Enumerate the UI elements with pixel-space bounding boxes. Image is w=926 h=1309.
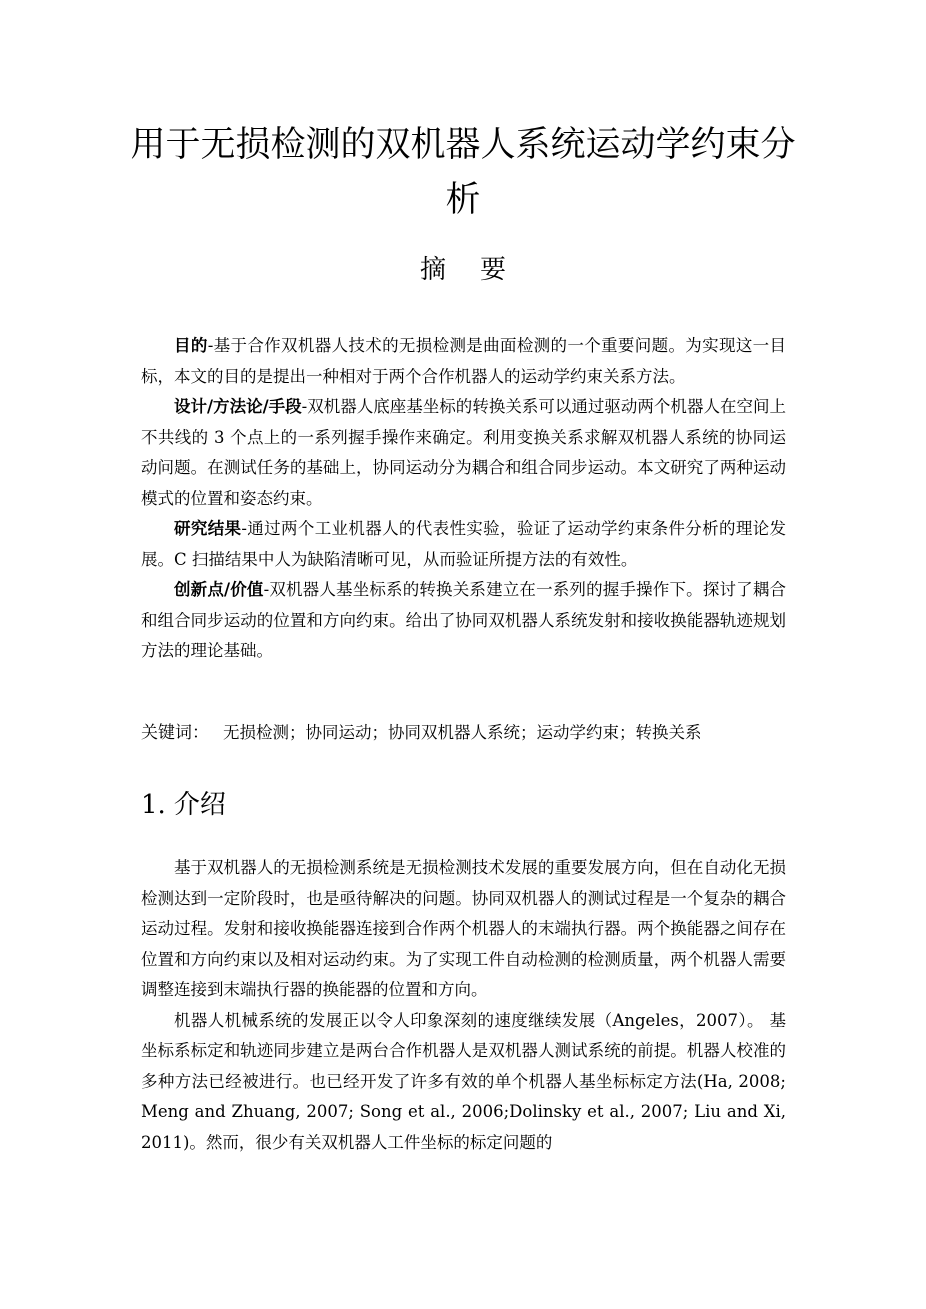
paper-title: 用于无损检测的双机器人系统运动学约束分析 — [130, 125, 796, 220]
abstract-design-label: 设计/方法论/手段 — [174, 397, 302, 416]
abstract-design-text: -双机器人底座基坐标的转换关系可以通过驱动两个机器人在空间上不共线的 3 个点上的一系列握手操作来确定。利用变换关系求解双机器人系统的协同运动问题。在测试任务的基础上，协同运动分为耦合和组合同步运动。本文研究了两种运动模式的位置和姿态约束。 — [141, 397, 786, 508]
keywords — [141, 718, 801, 748]
introduction-body — [141, 853, 786, 1158]
section-heading-introduction — [141, 787, 226, 823]
abstract-purpose — [141, 331, 786, 392]
abstract — [141, 331, 786, 667]
keywords-label: 关键词： — [141, 723, 209, 743]
section-title: 介绍 — [173, 790, 226, 820]
abstract-findings-label: 研究结果 — [174, 519, 242, 538]
body-paragraph: 机器人机械系统的发展正以令人印象深刻的速度继续发展（Angeles，2007）。 基坐标系标定和轨迹同步建立是两台合作机器人是双机器人测试系统的前提。机器人校准的多种方法已经被进行。也已经开发了许多有效的单个机器人基坐标标定方法(Ha, 2008; Meng and Zhuang, 2007; Song et al., 2006;Dolinsky et al., 2007; Liu and Xi, 2011)。然而，很少有关双机器人工件坐标的标定问题的 — [141, 1010, 786, 1152]
abstract-originality — [141, 575, 786, 667]
abstract-design — [141, 392, 786, 514]
abstract-originality-text: -双机器人基坐标系的转换关系建立在一系列的握手操作下。探讨了耦合和组合同步运动的位置和方向约束。给出了协同双机器人系统发射和接收换能器轨迹规划方法的理论基础。 — [141, 580, 787, 660]
abstract-purpose-label: 目的 — [174, 336, 208, 355]
abstract-originality-label: 创新点/价值 — [174, 580, 264, 599]
abstract-heading-char-2: 要 — [480, 255, 507, 285]
body-paragraph: 基于双机器人的无损检测系统是无损检测技术发展的重要发展方向，但在自动化无损检测达到一定阶段时，也是亟待解决的问题。协同双机器人的测试过程是一个复杂的耦合运动过程。发射和接收换能器连接到合作两个机器人的末端执行器。两个换能器之间存在位置和方向约束以及相对运动约束。为了实现工件自动检测的检测质量，两个机器人需要调整连接到末端执行器的换能器的位置和方向。 — [141, 858, 786, 999]
abstract-heading — [0, 252, 926, 288]
abstract-heading-char-1: 摘 — [419, 255, 446, 285]
keywords-text: 无损检测；协同运动；协同双机器人系统；运动学约束；转换关系 — [223, 723, 702, 742]
section-number: 1. — [141, 790, 166, 820]
abstract-findings-text: -通过两个工业机器人的代表性实验，验证了运动学约束条件分析的理论发展。C 扫描结果中人为缺陷清晰可见，从而验证所提方法的有效性。 — [141, 519, 787, 569]
abstract-purpose-text: -基于合作双机器人技术的无损检测是曲面检测的一个重要问题。为实现这一目标，本文的目的是提出一种相对于两个合作机器人的运动学约束关系方法。 — [141, 336, 787, 386]
abstract-findings — [141, 514, 786, 575]
